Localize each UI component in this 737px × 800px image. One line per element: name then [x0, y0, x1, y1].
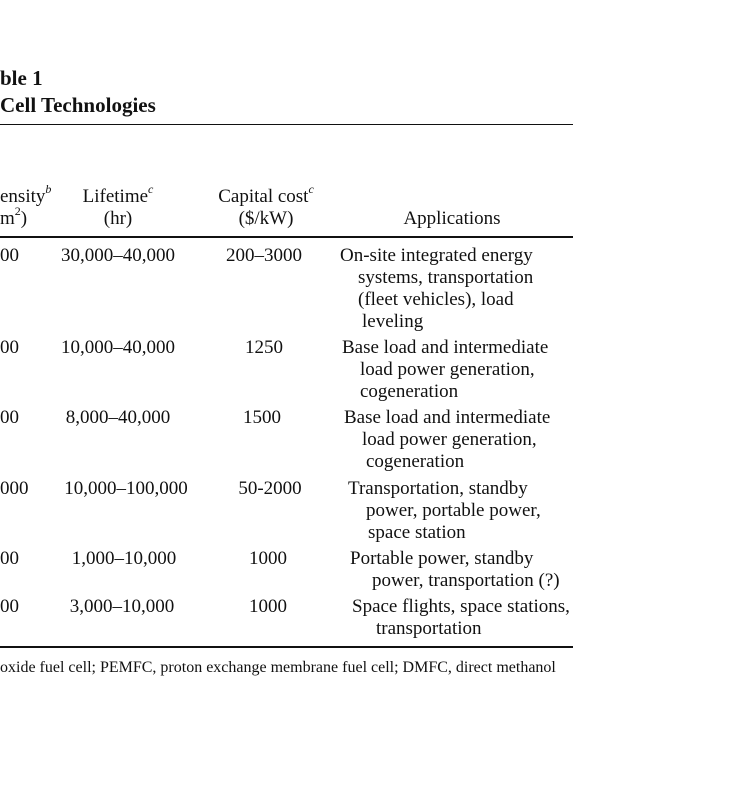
row2-lifetime: 10,000–40,000 [61, 337, 175, 358]
row4-lifetime: 10,000–100,000 [64, 478, 188, 499]
header-lifetime-unit: (hr) [103, 208, 133, 229]
row6-capital: 1000 [249, 596, 287, 617]
row3-lifetime: 8,000–40,000 [65, 407, 171, 428]
row4-capital: 50-2000 [238, 478, 302, 499]
row5-density: 00 [0, 548, 19, 569]
row1-capital: 200–3000 [226, 245, 302, 266]
row4-applications: Transportation, standby power, portable power, space station [348, 478, 541, 543]
row6-density: 00 [0, 596, 19, 617]
row2-applications: Base load and intermediate load power generation, cogeneration [342, 337, 549, 402]
row1-lifetime: 30,000–40,000 [61, 245, 175, 266]
row6-applications: Space flights, space stations, transportation [352, 596, 570, 639]
header-capital-cost: Capital cost$^c$ [218, 181, 314, 207]
row3-density: 00 [0, 407, 19, 428]
header-capital-cost-unit: ($/kW) [238, 208, 294, 229]
row3-applications: Base load and intermediate load power generation, cogeneration [344, 407, 551, 472]
row1-applications: On-site integrated energy systems, transportation (fleet vehicles), load leveling [340, 245, 534, 332]
table-footnote: oxide fuel cell; PEMFC, proton exchange membrane fuel cell; DMFC, direct methanol [0, 659, 556, 676]
row3-capital: 1500 [243, 407, 281, 428]
row5-capital: 1000 [249, 548, 287, 569]
table-top-rule [0, 124, 573, 125]
table-header-rule [0, 236, 573, 238]
row2-capital: 1250 [245, 337, 283, 358]
table-title-line1: ble 1 [0, 66, 43, 90]
table-bottom-rule [0, 646, 573, 648]
row1-density: 00 [0, 245, 19, 266]
row6-lifetime: 3,000–10,000 [69, 596, 175, 617]
row5-applications: Portable power, standby power, transportation (?) [350, 548, 560, 591]
header-density: ensity$^b$ [0, 181, 52, 207]
row4-density: 000 [0, 478, 29, 499]
row2-density: 00 [0, 337, 19, 358]
header-density-unit: $m^2$) [0, 203, 28, 229]
header-lifetime: Lifetime$^c$ [82, 181, 154, 207]
header-applications: Applications [403, 208, 501, 229]
table-title-line2: Cell Technologies [0, 93, 156, 117]
row5-lifetime: 1,000–10,000 [71, 548, 177, 569]
